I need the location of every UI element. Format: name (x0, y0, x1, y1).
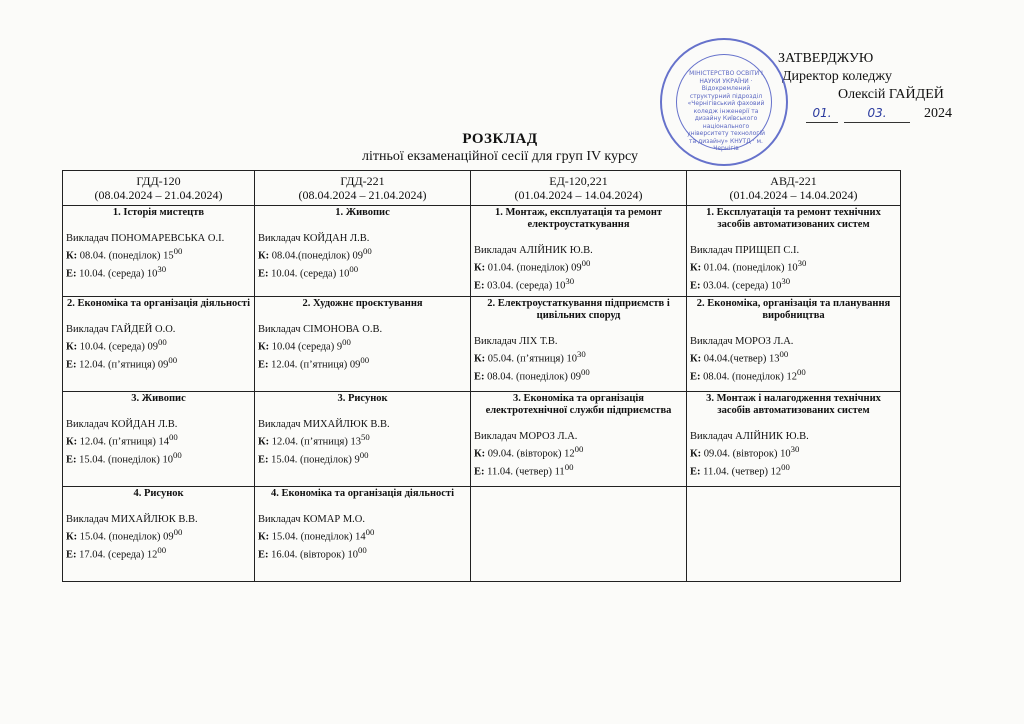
teacher-name: Викладач МОРОЗ Л.А. (474, 431, 578, 442)
exam-minutes: 30 (565, 275, 575, 286)
subject-title: 2. Художнє проєктування (302, 298, 423, 309)
date-month: 03. (844, 104, 910, 123)
column-header (63, 171, 255, 206)
document-title (290, 131, 710, 165)
exam-line (690, 366, 897, 384)
consultation-minutes: 00 (342, 337, 351, 347)
teacher-name: Викладач СІМОНОВА О.В. (258, 324, 383, 335)
teacher-name: Викладач МИХАЙЛЮК В.В. (258, 419, 390, 430)
subject-title: 2. Економіка та організація діяльності (67, 298, 250, 309)
exam-cell (255, 392, 471, 487)
exam-label: Е: (474, 466, 485, 477)
exam-cell (255, 297, 471, 392)
consultation-label: К: (258, 250, 270, 262)
exam-line (66, 449, 251, 467)
consultation-line (66, 431, 251, 449)
exam-minutes: 00 (172, 449, 182, 460)
exam-label: Е: (66, 454, 77, 465)
teacher-name: Викладач КОЙДАН Л.В. (66, 419, 178, 430)
consultation-line (474, 443, 683, 461)
subject-title: 1. Живопис (335, 207, 390, 218)
exam-cell (687, 487, 901, 582)
exam-minutes: 00 (781, 461, 790, 472)
consultation-minutes: 30 (576, 349, 586, 359)
consultation-minutes: 00 (157, 337, 167, 347)
approval-heading: ЗАТВЕРДЖУЮ (778, 51, 874, 66)
director-name: Олексій ГАЙДЕЙ (838, 87, 944, 102)
group-period: (08.04.2024 – 21.04.2024) (298, 188, 427, 202)
consultation-line (474, 257, 683, 275)
table-row (63, 392, 901, 487)
consultation-date: 01.04. (понеділок) 09 (487, 262, 582, 274)
exam-minutes: 00 (358, 544, 367, 555)
consultation-label: К: (66, 436, 78, 448)
title-main: РОЗКЛАД (462, 131, 538, 147)
teacher-name: Викладач ПОНОМАРЕВСЬКА О.І. (66, 233, 225, 244)
consultation-minutes: 00 (362, 246, 372, 256)
consultation-line (258, 431, 467, 449)
consultation-minutes: 00 (574, 444, 584, 454)
title-subtitle: літньої екзаменаційної сесії для груп IV курсу (361, 149, 639, 164)
exam-line (474, 366, 683, 384)
exam-cell (255, 206, 471, 297)
exam-minutes: 30 (157, 263, 167, 274)
consultation-minutes: 00 (779, 349, 789, 359)
group-period: (01.04.2024 – 14.04.2024) (729, 188, 858, 202)
exam-minutes: 00 (564, 461, 574, 472)
consultation-date: 12.04. (п’ятниця) 14 (79, 436, 169, 448)
stamp-text: МІНІСТЕРСТВО ОСВІТИ І НАУКИ УКРАЇНИ · Відокремлений структурний підрозділ «Чернігівський фаховий коледж інженерії та дизайну Київського національного університету технологій та дизайну» КНУТД · м. Чернігів (686, 70, 766, 152)
consultation-date: 09.04. (вівторок) 12 (487, 448, 575, 460)
consultation-minutes: 00 (168, 432, 178, 442)
approval-position: Директор коледжу (782, 69, 893, 84)
consultation-label: К: (258, 436, 270, 448)
exam-schedule-table (62, 170, 901, 582)
group-name: АВД-221 (770, 174, 817, 188)
consultation-line (258, 336, 467, 354)
consultation-date: 12.04. (п’ятниця) 13 (271, 436, 361, 448)
consultation-line (258, 526, 467, 544)
teacher-name: Викладач МОРОЗ Л.А. (690, 336, 794, 347)
consultation-label: К: (66, 341, 78, 353)
exam-line (258, 354, 467, 372)
exam-line (66, 544, 251, 562)
consultation-label: К: (474, 262, 486, 274)
group-name: ЕД-120,221 (549, 174, 608, 188)
approval-date (776, 104, 976, 123)
consultation-minutes: 00 (173, 246, 183, 256)
exam-line (474, 461, 683, 479)
consultation-line (258, 245, 467, 263)
exam-cell (471, 297, 687, 392)
consultation-label: К: (690, 448, 702, 460)
teacher-name: Викладач АЛІЙНИК Ю.В. (474, 245, 593, 256)
exam-label: Е: (258, 268, 269, 279)
column-header (255, 171, 471, 206)
consultation-minutes: 00 (365, 527, 375, 537)
exam-label: Е: (474, 371, 485, 382)
consultation-label: К: (690, 353, 702, 365)
approval-block (776, 50, 976, 123)
exam-label: Е: (66, 268, 77, 279)
exam-minutes: 00 (360, 354, 370, 365)
consultation-label: К: (474, 448, 486, 460)
consultation-line (690, 348, 897, 366)
exam-line (66, 263, 251, 281)
exam-cell (63, 392, 255, 487)
subject-title: 1. Монтаж, експлуатація та ремонт електроустаткування (494, 207, 663, 230)
consultation-label: К: (66, 250, 78, 262)
exam-line (258, 263, 467, 281)
subject-title: 2. Електроустаткування підприємств і цивільних споруд (487, 298, 670, 321)
exam-date: 08.04. (понеділок) 09 (487, 371, 581, 382)
teacher-name: Викладач АЛІЙНИК Ю.В. (690, 431, 809, 442)
consultation-line (690, 443, 897, 461)
exam-cell (63, 487, 255, 582)
subject-title: 4. Економіка та організація діяльності (271, 488, 454, 499)
consultation-minutes: 30 (790, 444, 800, 454)
exam-label: Е: (66, 359, 77, 370)
subject-title: 2. Економіка, організація та планування виробництва (696, 298, 891, 321)
exam-date: 15.04. (понеділок) 9 (271, 454, 360, 465)
exam-label: Е: (690, 280, 701, 291)
subject-title: 4. Рисунок (133, 488, 184, 499)
consultation-label: К: (474, 353, 486, 365)
exam-date: 16.04. (вівторок) 10 (271, 549, 358, 560)
consultation-date: 01.04. (понеділок) 10 (703, 262, 798, 274)
subject-title: 3. Рисунок (337, 393, 388, 404)
consultation-date: 09.04. (вівторок) 10 (703, 448, 791, 460)
column-header (687, 171, 901, 206)
teacher-name: Викладач ГАЙДЕЙ О.О. (66, 324, 176, 335)
header-row (63, 171, 901, 206)
teacher-name: Викладач МИХАЙЛЮК В.В. (66, 514, 198, 525)
group-name: ГДД-221 (340, 174, 385, 188)
exam-date: 11.04. (четвер) 12 (703, 466, 782, 477)
consultation-label: К: (258, 531, 270, 543)
consultation-minutes: 30 (797, 258, 807, 268)
exam-minutes: 00 (168, 354, 178, 365)
exam-date: 15.04. (понеділок) 10 (79, 454, 173, 465)
exam-label: Е: (258, 454, 269, 465)
exam-cell (471, 487, 687, 582)
consultation-date: 15.04. (понеділок) 09 (79, 531, 174, 543)
exam-label: Е: (690, 371, 701, 382)
exam-cell (63, 297, 255, 392)
exam-date: 03.04. (середа) 10 (487, 280, 566, 291)
consultation-minutes: 00 (581, 258, 591, 268)
consultation-date: 15.04. (понеділок) 14 (271, 531, 366, 543)
consultation-date: 05.04. (п’ятниця) 10 (487, 353, 577, 365)
exam-label: Е: (258, 359, 269, 370)
exam-cell (255, 487, 471, 582)
exam-cell (687, 297, 901, 392)
exam-minutes: 00 (349, 263, 359, 274)
subject-title: 3. Монтаж і налагодження технічних засобів автоматизованих систем (706, 393, 881, 416)
exam-minutes: 00 (796, 366, 806, 377)
teacher-name: Викладач КОМАР М.О. (258, 514, 365, 525)
exam-cell (687, 206, 901, 297)
subject-title: 3. Живопис (131, 393, 186, 404)
teacher-name: Викладач ЛІХ Т.В. (474, 336, 558, 347)
subject-title: 1. Історія мистецтв (112, 207, 205, 218)
exam-date: 12.04. (п’ятниця) 09 (79, 359, 169, 370)
exam-label: Е: (258, 549, 269, 560)
exam-line (690, 461, 897, 479)
exam-cell (471, 392, 687, 487)
consultation-date: 08.04.(понеділок) 09 (271, 250, 363, 262)
consultation-minutes: 50 (360, 432, 370, 442)
consultation-date: 08.04. (понеділок) 15 (79, 250, 174, 262)
consultation-line (66, 245, 251, 263)
exam-label: Е: (66, 549, 77, 560)
subject-title: 1. Експлуатація та ремонт технічних засобів автоматизованих систем (706, 207, 881, 230)
exam-date: 11.04. (четвер) 11 (487, 466, 565, 477)
consultation-line (66, 526, 251, 544)
consultation-label: К: (690, 262, 702, 274)
exam-minutes: 00 (580, 366, 590, 377)
teacher-name: Викладач ПРИЩЕП С.І. (690, 245, 800, 256)
exam-line (66, 354, 251, 372)
group-name: ГДД-120 (136, 174, 181, 188)
group-period: (01.04.2024 – 14.04.2024) (514, 188, 643, 202)
exam-date: 03.04. (середа) 10 (703, 280, 782, 291)
exam-date: 17.04. (середа) 12 (79, 549, 158, 560)
exam-date: 12.04. (п’ятниця) 09 (271, 359, 361, 370)
exam-date: 08.04. (понеділок) 12 (703, 371, 797, 382)
consultation-line (690, 257, 897, 275)
exam-line (258, 449, 467, 467)
exam-label: Е: (474, 280, 485, 291)
exam-cell (471, 206, 687, 297)
exam-date: 10.04. (середа) 10 (271, 268, 350, 279)
exam-minutes: 00 (157, 544, 167, 555)
exam-line (258, 544, 467, 562)
exam-line (474, 275, 683, 293)
table-row (63, 487, 901, 582)
consultation-label: К: (258, 341, 270, 353)
exam-cell (687, 392, 901, 487)
column-header (471, 171, 687, 206)
exam-label: Е: (690, 466, 701, 477)
consultation-line (66, 336, 251, 354)
teacher-name: Викладач КОЙДАН Л.В. (258, 233, 370, 244)
exam-cell (63, 206, 255, 297)
consultation-minutes: 00 (173, 527, 183, 537)
exam-line (690, 275, 897, 293)
consultation-date: 10.04 (середа) 9 (271, 341, 343, 353)
group-period: (08.04.2024 – 21.04.2024) (94, 188, 223, 202)
subject-title: 3. Економіка та організація електротехнічної служби підприємства (485, 393, 672, 416)
exam-minutes: 30 (781, 275, 791, 286)
date-year: 2024 (924, 106, 952, 121)
approval-name (776, 86, 976, 104)
table-row (63, 206, 901, 297)
exam-date: 10.04. (середа) 10 (79, 268, 158, 279)
consultation-line (474, 348, 683, 366)
consultation-label: К: (66, 531, 78, 543)
consultation-date: 04.04.(четвер) 13 (703, 353, 780, 365)
consultation-date: 10.04. (середа) 09 (79, 341, 158, 353)
table-row (63, 297, 901, 392)
exam-minutes: 00 (359, 449, 369, 460)
date-day: 01. (806, 104, 838, 123)
